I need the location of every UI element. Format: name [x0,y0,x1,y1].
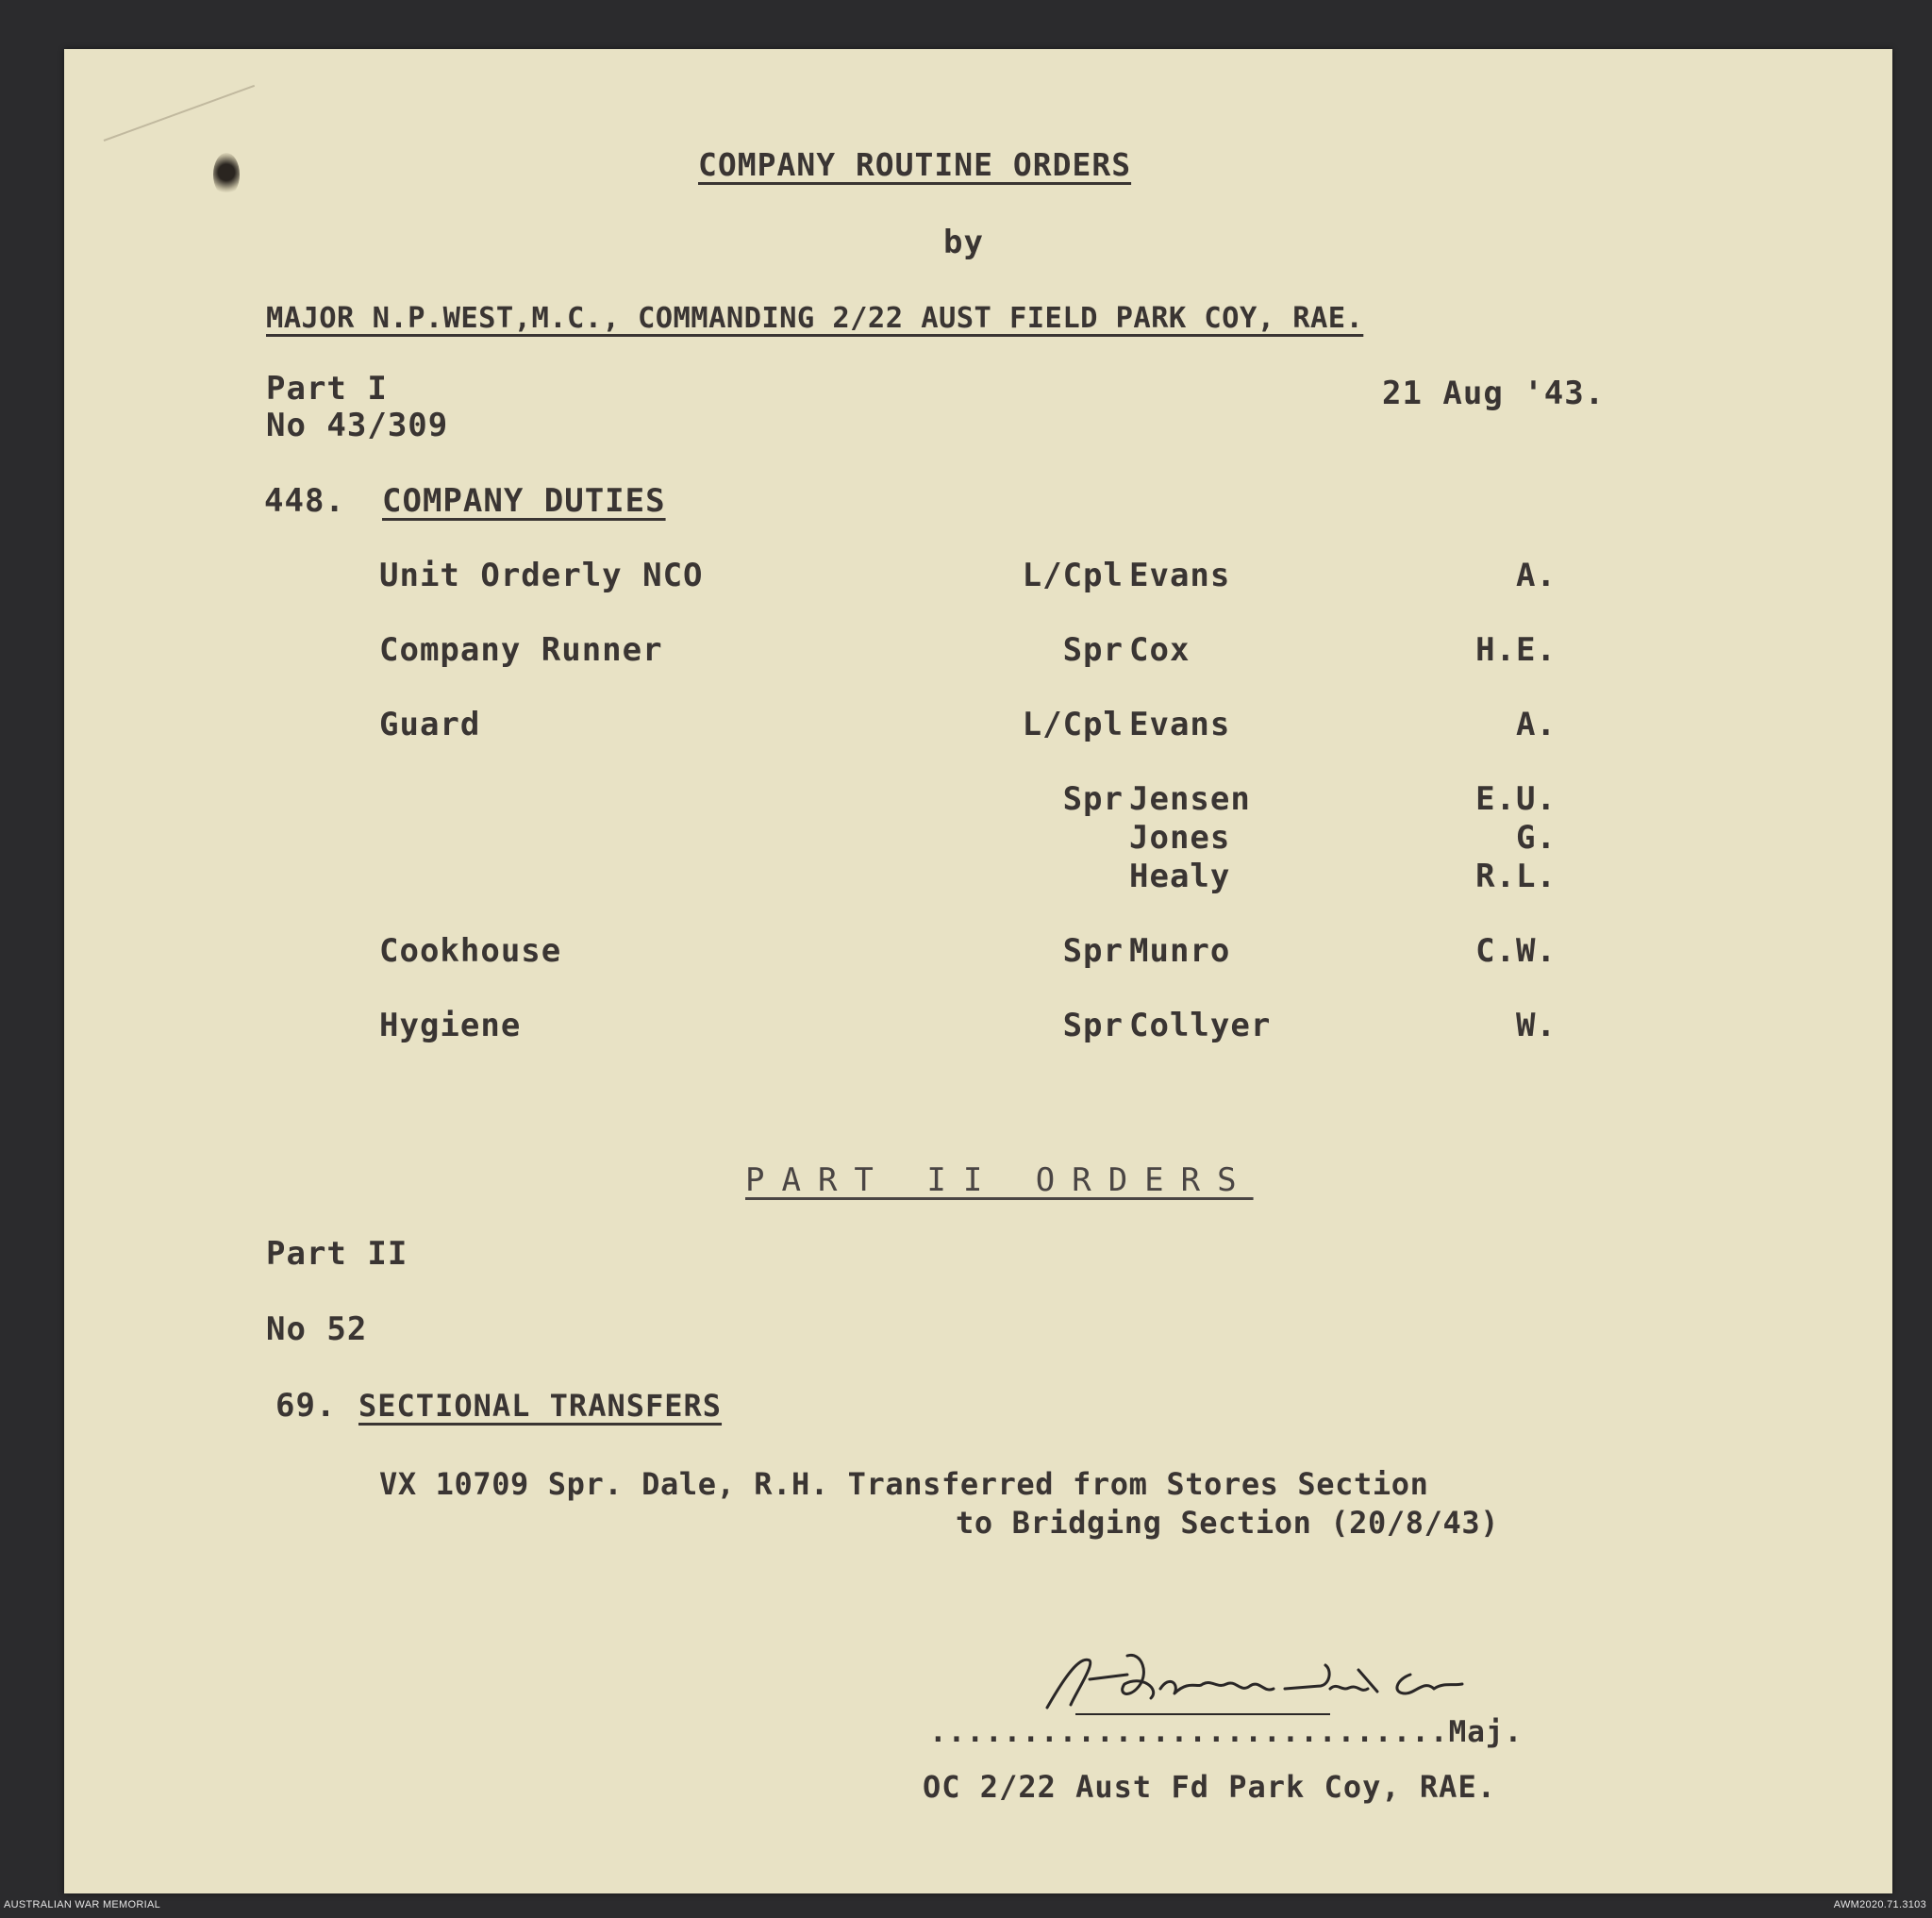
duty-name: Cookhouse [379,932,562,970]
section-69-number: 69. [275,1387,337,1425]
duty-name: Company Runner [379,631,663,669]
duty-rank: L/Cpl [1022,557,1124,594]
duty-name: Unit Orderly NCO [379,557,704,594]
duty-person: Munro [1129,932,1231,970]
duty-initials: C.W. [1475,932,1557,970]
section-448-heading: COMPANY DUTIES [382,482,666,520]
duty-rank: Spr [1062,1007,1124,1044]
transfer-line-1: VX 10709 Spr. Dale, R.H. Transferred from Stores Section [379,1466,1429,1502]
duty-initials: A. [1516,557,1557,594]
duty-initials: H.E. [1475,631,1557,669]
transfer-line-2: to Bridging Section (20/8/43) [956,1505,1500,1541]
commander-line: MAJOR N.P.WEST,M.C., COMMANDING 2/22 AUST FIELD PARK COY, RAE. [266,302,1364,335]
section-69-heading: SECTIONAL TRANSFERS [358,1388,723,1424]
signature-block: OC 2/22 Aust Fd Park Coy, RAE. [923,1769,1496,1805]
duty-initials: G. [1516,819,1557,857]
duty-initials: W. [1516,1007,1557,1044]
duty-initials: R.L. [1475,858,1557,895]
punch-hole [213,153,240,196]
duty-person: Cox [1129,631,1191,669]
duty-person: Evans [1129,557,1231,594]
duty-initials: A. [1516,706,1557,743]
order-date: 21 Aug '43. [1382,375,1606,412]
duty-rank: L/Cpl [1022,706,1124,743]
duty-person: Healy [1129,858,1231,895]
signature-dots: ............................Maj. [929,1715,1524,1749]
by-line: by [943,224,984,261]
handwritten-signature [1038,1637,1481,1722]
duty-name: Guard [379,706,481,743]
duty-person: Collyer [1129,1007,1272,1044]
duty-person: Jensen [1129,780,1251,818]
duty-rank: Spr [1062,932,1124,970]
part1-label: Part I [266,370,388,408]
footer-id: AWM2020.71.3103 [1833,1899,1926,1910]
duty-initials: E.U. [1475,780,1557,818]
duty-rank: Spr [1062,780,1124,818]
document-title: COMPANY ROUTINE ORDERS [698,146,1132,183]
duty-name: Hygiene [379,1007,522,1044]
section-448-number: 448. [264,482,345,520]
footer-source: AUSTRALIAN WAR MEMORIAL [4,1899,161,1910]
duty-person: Jones [1129,819,1231,857]
part2-number: No 52 [266,1310,368,1348]
part2-label: Part II [266,1235,408,1273]
part2-heading: PART II ORDERS [745,1161,1254,1199]
duty-rank: Spr [1062,631,1124,669]
duty-person: Evans [1129,706,1231,743]
part1-number: No 43/309 [266,407,449,444]
